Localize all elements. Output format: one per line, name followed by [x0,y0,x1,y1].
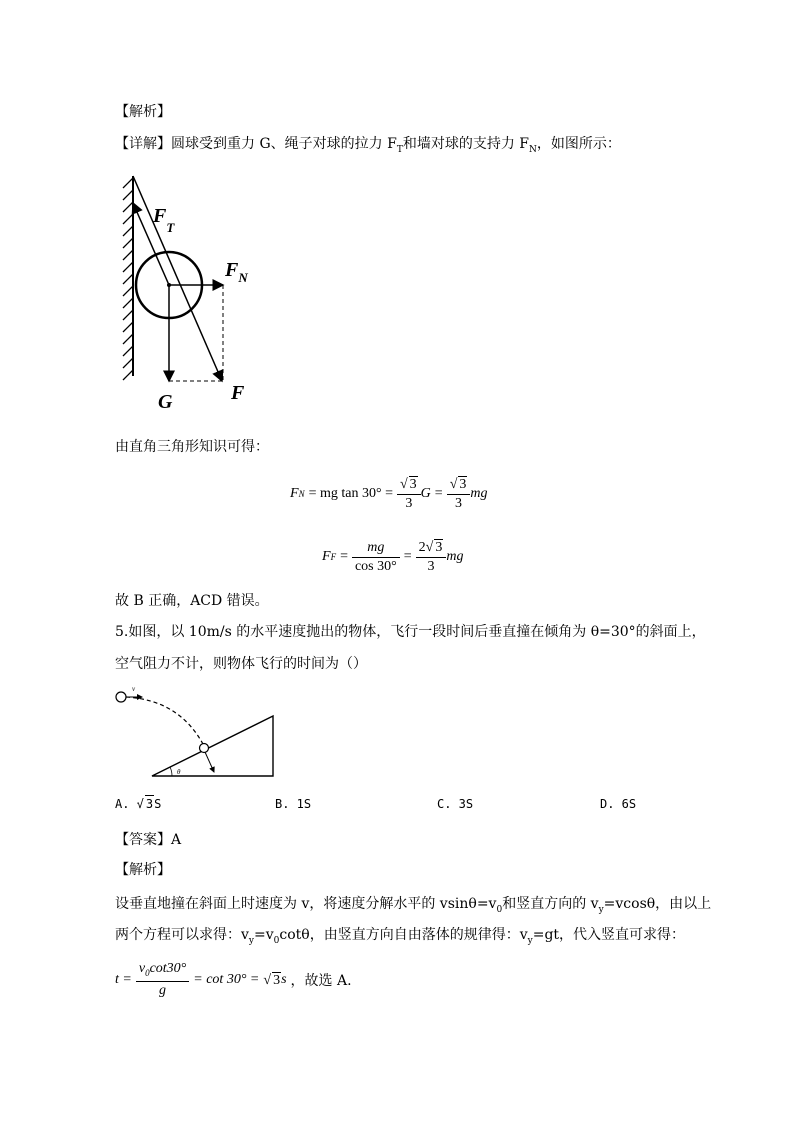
answer-tag: 【答案】 [115,832,171,848]
option-b[interactable]: B. 1S [275,797,312,811]
eq3-tail: ，故选 A. [290,973,352,989]
option-d[interactable]: D. 6S [600,797,637,811]
incline-diagram [110,684,285,784]
eq1-frac1: $\frac{√ 3}{3}$ [397,476,421,513]
eq3-unit: s [281,972,287,987]
wall-hatch [123,178,133,380]
eq1-lhs-sub: N [298,489,305,499]
impact-velocity-arrow [205,752,214,772]
detail-text-3: ，如图所示： [536,136,621,152]
eq1-lhs: F [290,486,299,501]
equation-fn [290,472,488,516]
reasoning-text: 由直角三角形知识可得： [115,439,269,455]
label-g: G [158,391,173,413]
section-heading-analysis-2: 【解析】 [115,862,171,878]
landing-ball [200,744,209,753]
section-heading-analysis: 【解析】 [115,104,171,120]
detail-sub-t: T [396,144,403,155]
analysis-line-1: 设垂直地撞在斜面上时速度为 v，将速度分解水平的 $vsin\theta=v_0$和竖直方向的 $v_y=vcos\theta$，由以上 [115,896,712,915]
eq2-mg: mg [446,549,464,564]
eq2-lhs: F [322,549,331,564]
equation-t: t = $\frac{v_0\cot 30^\circ}{g}$ = cot 30° = √ 3 s ，故选 A. [115,960,352,999]
force-diagram [110,170,270,415]
eq3-frac: $\frac{v_0\cot 30^\circ}{g}$ [136,960,189,1001]
angle-arc [170,767,172,776]
option-a[interactable]: A. √ 3S [115,797,162,811]
equation-ff [322,535,463,579]
answer-line [115,830,181,850]
detail-tag: 【详解】 [115,136,171,152]
label-fn: $F_N$ [225,259,248,285]
conclusion-text: 故 B 正确，ACD 错误。 [115,593,269,609]
label-v: v [132,685,136,693]
eq2-equals: = [340,549,348,564]
trajectory [126,697,204,746]
eq1-frac2: $\frac{√ 3}{3}$ [447,476,471,513]
eq1-equals: = [434,486,443,501]
detail-text: 圆球受到重力 G、绳子对球的拉力 F [171,136,397,152]
analysis-line-2: 两个方程可以求得：$v_y=v_0\cot\theta$，由竖直方向自由落体的规律得：$v_y=gt$，代入竖直可求得： [115,927,686,946]
option-c[interactable]: C. 3S [437,797,474,811]
eq3-cot: = cot 30° = [193,972,260,987]
eq2-frac2: $\frac{2√ 3}{3}$ [416,539,447,576]
question-5-line-2: 空气阻力不计，则物体飞行的时间为（） [115,656,367,672]
label-theta: θ [177,768,181,776]
eq2-equals-2: = [403,549,412,564]
label-ft: $F_T$ [153,205,175,235]
eq1-mg: mg [470,486,488,501]
detail-paragraph [115,134,621,160]
eq2-lhs-sub: F [330,552,337,562]
eq1-g: G [420,486,431,501]
question-5-line-1: 5.如图，以 10m/s 的水平速度抛出的物体，飞行一段时间后垂直撞在倾角为 θ=30°的斜面上， [115,624,706,640]
eq1-mg-tan: = mg tan 30° = [308,486,393,501]
start-ball [116,692,126,702]
label-f: F [231,382,245,404]
answer-value: A [171,832,182,848]
resultant-f-arrow [133,176,222,381]
detail-text-2: 和墙对球的支持力 F [402,136,529,152]
eq2-frac1: $\frac{mg}{\cos 30^\circ}$ [352,539,400,576]
eq3-lhs: t = [115,972,132,987]
detail-sub-n: N [529,144,537,155]
